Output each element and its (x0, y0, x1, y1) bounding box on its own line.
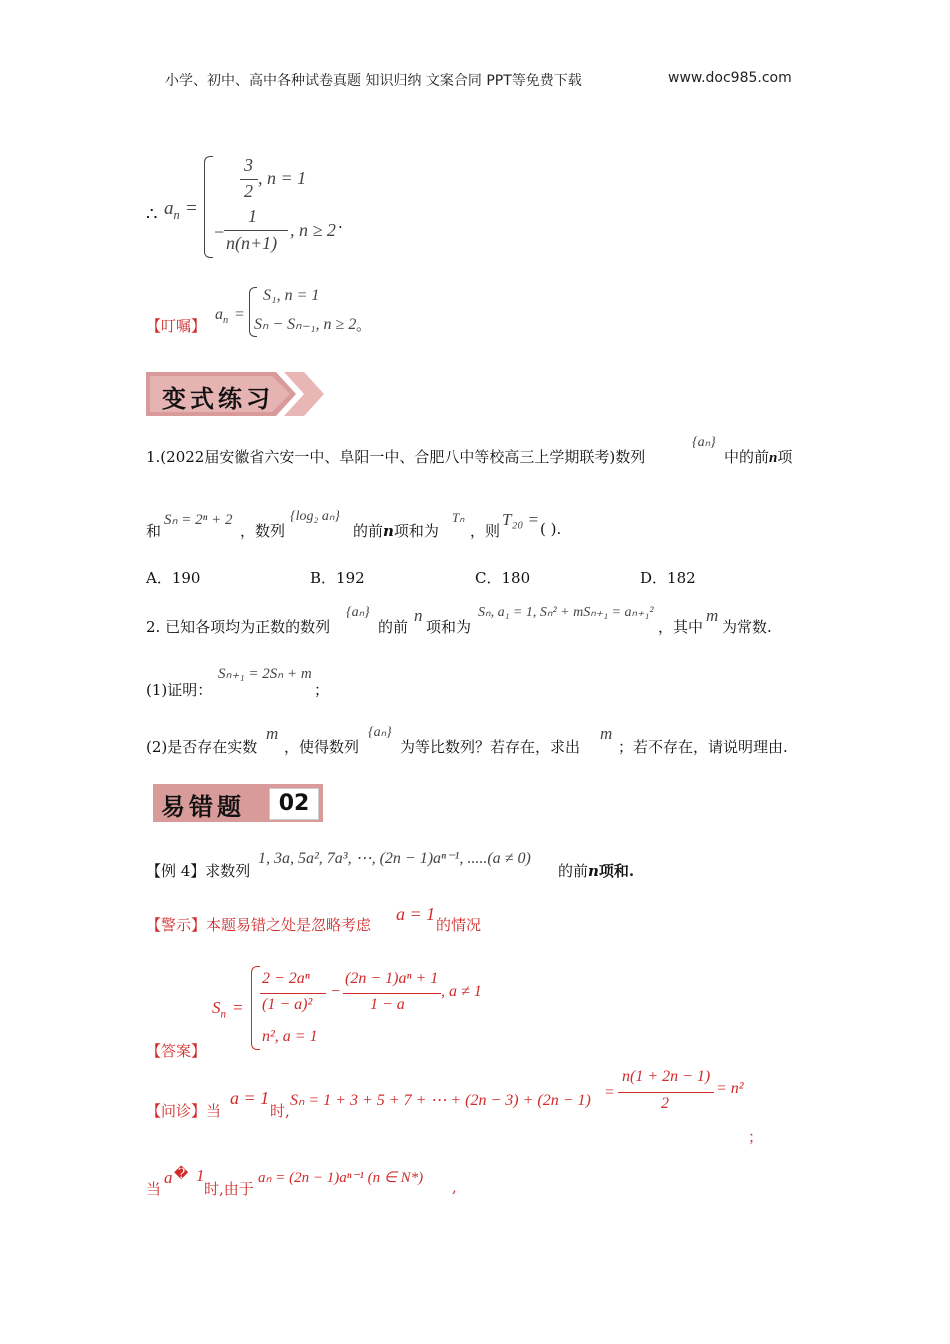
diagnosis-label: 【问诊】当 (146, 1102, 222, 1120)
example4-n: n (588, 862, 599, 880)
diagnosis-equals: = (604, 1084, 615, 1101)
diagnosis-frac-numerator: n(1 + 2n − 1) (622, 1068, 711, 1085)
example4-sequence: 1, 3a, 5a², 7a³, ⋯, (2n − 1)aⁿ⁻¹, .....(a ≠ 0) (258, 850, 531, 867)
header-text: 小学、初中、高中各种试卷真题 知识归纳 文案合同 PPT等免费下载 (165, 73, 582, 89)
result-equals: = (185, 198, 198, 219)
problem1-tn: Tₙ (452, 510, 465, 525)
case2-condition: , n ≥ 2 (290, 220, 336, 240)
reminder-end: 。 (356, 316, 372, 334)
diagnosis-one: 1 (196, 1166, 205, 1185)
diagnosis-sum: Sₙ = 1 + 3 + 5 + 7 + ⋯ + (2n − 3) + (2n − 1) (290, 1092, 591, 1109)
problem2-mid2: 项和为 (426, 618, 472, 636)
diagnosis-condition: a = 1 (230, 1088, 270, 1108)
result-lhs: a (164, 198, 174, 219)
problem2-part2-prefix: (2)是否存在实数 (146, 738, 258, 756)
problem1-line2-end: ( ). (540, 520, 562, 538)
banner1-title: 变式练习 (162, 385, 274, 413)
problem1-line2-mid2: 的前 (353, 522, 384, 540)
banner2-title: 易错题 (161, 793, 245, 821)
problem1-line2-mid4: ，则 (470, 522, 501, 540)
problem1-option-a[interactable]: A．190 (146, 569, 201, 587)
case2-sign: − (213, 222, 226, 242)
answer-minus: − (330, 983, 341, 1000)
problem1-option-c[interactable]: C．180 (475, 569, 531, 587)
reminder-lhs-sub: n (223, 315, 229, 327)
problem2-part2-end: ；若不存在，请说明理由. (618, 738, 788, 756)
case1-fraction-line (240, 179, 258, 180)
problem1-sn-formula: Sₙ = 2ⁿ + 2 (164, 512, 233, 528)
example4-suffix: 项和. (598, 862, 635, 880)
diagnosis-a-symbol: a (164, 1168, 173, 1187)
problem2-part2-mid: ，使得数列 (284, 738, 360, 756)
warning-label: 【警示】本题易错之处是忽略考虑 (146, 916, 372, 934)
diagnosis-frac-line (618, 1092, 714, 1093)
problem1-n: n (769, 450, 778, 466)
diagnosis-mid: 时, (270, 1102, 290, 1120)
answer-frac2-numerator: (2n − 1)aⁿ + 1 (345, 970, 439, 987)
answer-case2: n², a = 1 (262, 1028, 318, 1045)
diagnosis-garbled-symbol: � (174, 1166, 189, 1182)
problem1-suffix: 项 (777, 448, 793, 466)
problem2-part2-m: m (266, 724, 279, 743)
variant-practice-banner (146, 372, 326, 416)
answer-frac1-numerator: 2 − 2aⁿ (262, 970, 310, 987)
problem2-prefix: 2. 已知各项均为正数的数列 (146, 618, 331, 636)
problem2-m: m (706, 606, 719, 625)
problem1-line2-mid3: 项和为 (393, 522, 439, 540)
answer-frac1-denominator: (1 − a)² (262, 996, 313, 1013)
diagnosis-line2-mid: 时,由于 (204, 1180, 254, 1198)
warning-suffix: 的情况 (436, 916, 482, 934)
problem2-seq: {aₙ} (346, 605, 370, 620)
answer-case1-condition: , a ≠ 1 (441, 983, 482, 1000)
case2-fraction-line (224, 230, 288, 231)
therefore-symbol: ∴ (146, 204, 158, 225)
problem2-part2-mid2: 为等比数列？若存在，求出 (400, 738, 581, 756)
problem2-part2-seq: {aₙ} (368, 725, 392, 740)
problem2-end: 为常数. (722, 618, 772, 636)
answer-frac2-line (343, 993, 441, 994)
problem2-n: n (414, 606, 423, 625)
problem2-mid3: ，其中 (658, 618, 704, 636)
diagnosis-comma: , (452, 1178, 457, 1196)
problem1-t20: T₂₀ = (502, 510, 539, 529)
reminder-equals: = (234, 306, 245, 323)
case1-condition: , n = 1 (258, 168, 307, 188)
case1-numerator: 3 (244, 155, 253, 175)
result-brace (204, 156, 213, 258)
problem2-part1-end: ； (314, 681, 330, 699)
result-lhs-sub: n (173, 207, 180, 222)
diagnosis-frac-denominator: 2 (661, 1095, 669, 1112)
problem1-line2-prefix: 和 (146, 522, 162, 540)
problem1-prefix: 1.(2022届安徽省六安一中、阜阳一中、合肥八中等校高三上学期联考)数列 (146, 448, 646, 466)
problem1-log-seq: {log₂ aₙ} (290, 509, 341, 524)
answer-frac1-line (260, 993, 326, 994)
answer-brace (251, 966, 260, 1050)
case2-numerator: 1 (248, 206, 257, 226)
answer-lhs-sub: n (220, 1008, 227, 1021)
example4-suffix-pre: 的前 (558, 862, 589, 880)
case2-denominator: n(n+1) (226, 233, 278, 253)
answer-lhs: S (212, 998, 221, 1017)
diagnosis-result: = n² (716, 1080, 744, 1097)
problem1-option-b[interactable]: B．192 (310, 569, 365, 587)
problem2-condition: Sₙ, a₁ = 1, Sₙ² + mSₙ₊₁ = aₙ₊₁² (478, 605, 654, 620)
error-prone-banner (153, 784, 323, 822)
problem1-seq: {aₙ} (692, 435, 716, 450)
problem1-mid: 中的前 (724, 448, 770, 466)
case1-denominator: 2 (244, 181, 253, 201)
reminder-label: 【叮嘱】 (146, 317, 207, 335)
reminder-case1: S₁, n = 1 (263, 287, 320, 304)
answer-frac2-denominator: 1 − a (370, 996, 405, 1013)
example4-label: 【例 4】求数列 (146, 862, 251, 880)
diagnosis-an-formula: aₙ = (2n − 1)aⁿ⁻¹ (n ∈ N*) (258, 1170, 424, 1186)
diagnosis-line2-prefix: 当 (146, 1180, 162, 1198)
problem1-line2-n: n (383, 522, 394, 540)
answer-label: 【答案】 (146, 1042, 207, 1060)
header-url[interactable]: www.doc985.com (668, 70, 792, 86)
problem2-mid: 的前 (378, 618, 409, 636)
answer-equals: = (232, 998, 244, 1017)
problem2-part2-m2: m (600, 724, 613, 743)
problem1-line2-mid: ，数列 (240, 522, 286, 540)
banner2-number: 02 (269, 788, 319, 820)
diagnosis-semicolon: ； (748, 1128, 764, 1146)
result-period: . (338, 214, 343, 232)
problem2-part1-prefix: (1)证明： (146, 681, 213, 699)
problem2-part1-formula: Sₙ₊₁ = 2Sₙ + m (218, 666, 312, 682)
reminder-lhs: a (215, 306, 223, 323)
warning-condition: a = 1 (396, 904, 436, 924)
reminder-case2: Sₙ − Sₙ₋₁, n ≥ 2 (254, 316, 357, 333)
problem1-option-d[interactable]: D．182 (640, 569, 696, 587)
